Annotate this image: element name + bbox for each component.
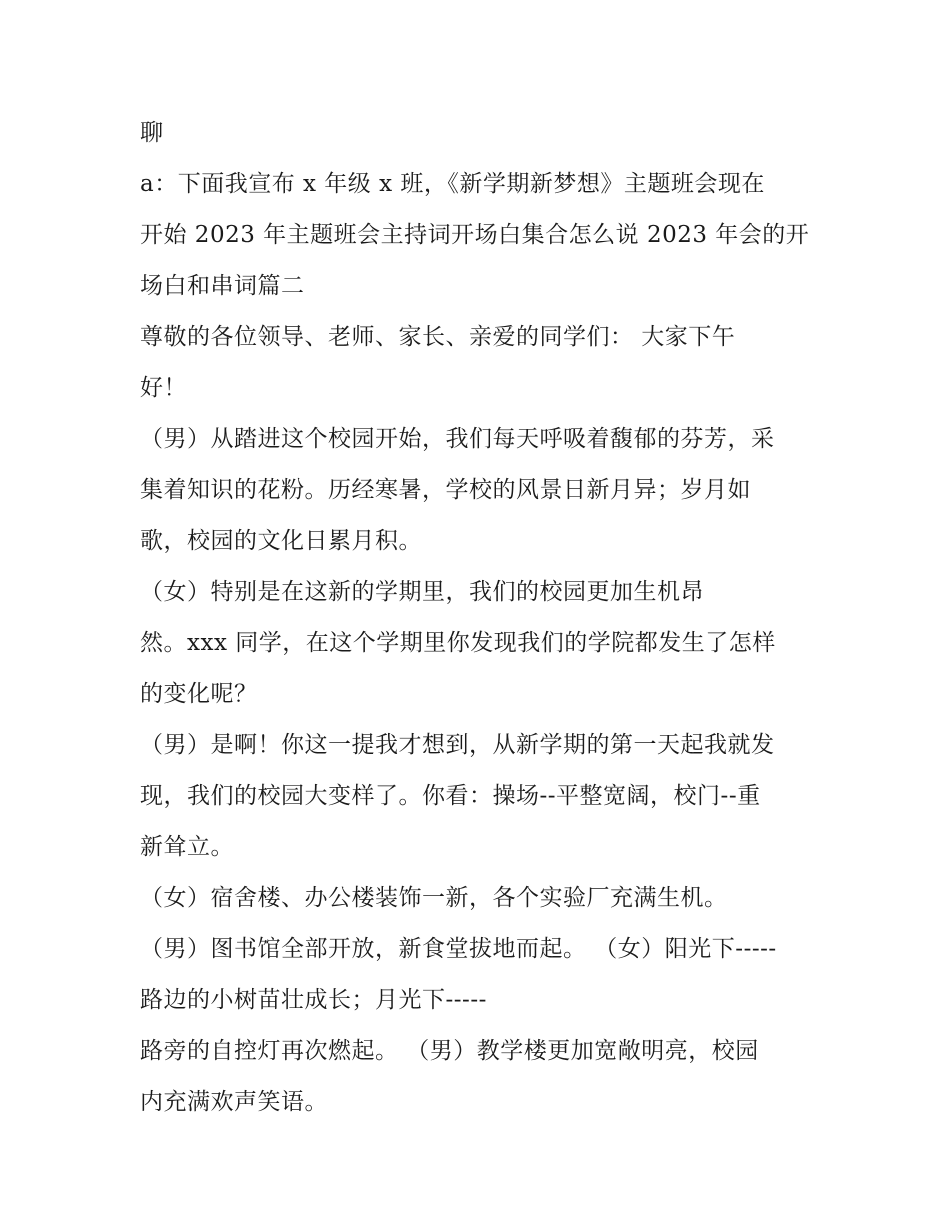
text-line: 现，我们的校园大变样了。你看：操场--平整宽阔，校门--重: [140, 783, 761, 809]
document-body: [140, 108, 820, 1128]
text-line: 内充满欢声笑语。: [140, 1089, 328, 1115]
text-line: 的变化呢？: [140, 681, 258, 707]
text-line: 歌，校园的文化日累月积。: [140, 528, 422, 554]
text-line: 集着知识的花粉。历经寒暑，学校的风景日新月异；岁月如: [140, 477, 751, 503]
text-line: 然。xxx 同学，在这个学期里你发现我们的学院都发生了怎样: [140, 630, 776, 656]
text-line: （女）特别是在这新的学期里，我们的校园更加生机昂: [140, 579, 704, 605]
text-line: 新耸立。: [140, 834, 234, 860]
text-line: （男）是啊！你这一提我才想到，从新学期的第一天起我就发: [140, 732, 775, 758]
text-line: 开始 2023 年主题班会主持词开场白集合怎么说 2023 年会的开: [140, 222, 810, 248]
text-line: a：下面我宣布 x 年级 x 班，《新学期新梦想》主题班会现在: [140, 171, 765, 197]
text-line: 聊: [140, 120, 164, 146]
text-line: 好！: [140, 375, 187, 401]
text-line: （女）宿舍楼、办公楼装饰一新，各个实验厂充满生机。: [140, 885, 728, 911]
text-line: 路边的小树苗壮成长；月光下-----: [140, 987, 487, 1013]
text-line: （男）从踏进这个校园开始，我们每天呼吸着馥郁的芬芳，采: [140, 426, 775, 452]
text-line: 路旁的自控灯再次燃起。 （男）教学楼更加宽敞明亮，校园: [140, 1038, 759, 1064]
text-line: 尊敬的各位领导、老师、家长、亲爱的同学们： 大家下午: [140, 324, 736, 350]
text-line: 场白和串词篇二: [140, 273, 305, 299]
text-line: （男）图书馆全部开放，新食堂拔地而起。 （女）阳光下-----: [140, 936, 777, 962]
